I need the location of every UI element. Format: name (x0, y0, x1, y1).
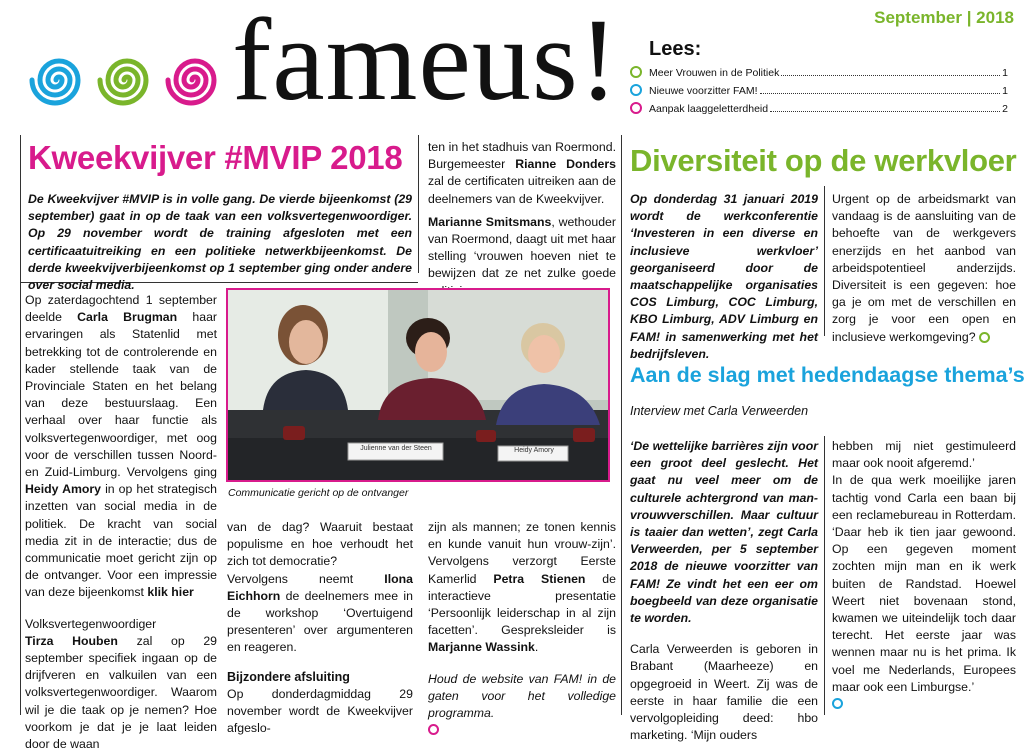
column-divider (20, 135, 21, 715)
article-intro: Op donderdag 31 januari 2019 wordt de werkconferentie ‘Investeren in een diverse en inclusieve werkvloer’ georganiseerd door de maatschappelijke organisaties COS Limburg, COC Limburg, KBO Limburg, ADV Limburg en FAM! in samenwerking met het bedrijfsleven. (630, 192, 818, 361)
column-divider (824, 436, 825, 715)
toc-item[interactable] (630, 64, 1008, 79)
article-column (428, 139, 617, 281)
person-name: Marianne Smitsmans (428, 214, 552, 229)
article-intro: ‘De wettelijke barrières zijn voor een groot deel geslecht. Het gaat nu veel meer om de culturele achtergrond van man-vrouwverschillen. Maar cultuur is taaier dan wetten’, zegt Carla Verweerden, per 5 september 2018 de nieuwe voorzitter van FAM! Ze vindt het een eer om boegbeeld van deze organisatie te worden. (630, 439, 818, 626)
body-text: zal op 29 september specifiek ingaan op de drijfveren en valkuilen van een volksvertegenwoordiger. Waarom wil je die taak op je nemen? Hoe voorkom je dat je je laat leiden door de waan (25, 633, 217, 752)
person-name: Petra Stienen (493, 571, 586, 586)
article-heading: Kweekvijver #MVIP 2018 (28, 139, 403, 176)
body-text: zal de certificaten uitreiken aan de deelnemers van de Kweekvijver. (428, 174, 616, 206)
body-text: hebben mij niet gestimuleerd maar ook nooit afgeremd.’ (832, 439, 1016, 471)
subheading: Bijzondere afsluiting (227, 669, 350, 684)
article-column (630, 438, 818, 743)
person-name: Ilona Eichhorn (227, 571, 413, 603)
person-name: Tirza Houben (25, 633, 118, 648)
nameplate-text: Julienne van der Steen (360, 445, 432, 452)
body-text: van de dag? Waaruit bestaat populisme en hoe verhoudt het zich tot democratie? (227, 520, 413, 569)
article-subtitle: Interview met Carla Verweerden (630, 404, 809, 418)
article-column (428, 519, 616, 721)
body-text: Carla Verweerden is geboren in Brabant (Maarheeze) en opgegroeid in Weert. Zij was de eerste in haar familie die een vervolgopleiding deed: hbo marketing. ‘Mijn ouders (630, 642, 818, 743)
body-text: ten in het stadhuis van Roermond. Burgemeester (428, 140, 616, 172)
body-text: Urgent op de arbeidsmarkt van vandaag is de aansluiting van de behoefte van de werkgevers enerzijds en het aanbod van arbeidspotentieel anderzijds. Diversiteit is een gegeven: hoe ga je om met de verschillen en zorg je voor een open en inclusieve werkomgeving? (832, 192, 1016, 344)
column-divider (418, 135, 419, 273)
blue-spiral-icon (832, 698, 843, 709)
nameplate-text: Heidy Amory (514, 447, 554, 454)
body-text: . (534, 640, 539, 655)
article-column (832, 191, 1016, 346)
article-column (227, 519, 413, 736)
magenta-spiral-icon (168, 61, 214, 103)
toc-item[interactable] (630, 100, 1008, 115)
toc-title: Meer Vrouwen in de Politiek (649, 67, 780, 79)
blue-spiral-icon (630, 84, 642, 96)
subheading: Volksvertegenwoordiger (25, 616, 157, 631)
green-spiral-icon (100, 61, 146, 103)
body-text: Op zaterdagochtend 1 september deelde (25, 293, 217, 325)
masthead-title: fameus! (232, 0, 620, 125)
masthead-logo-spirals (20, 44, 226, 116)
klik-hier-link[interactable]: klik hier (147, 585, 194, 600)
article-column (832, 438, 1016, 713)
magenta-spiral-icon (428, 724, 439, 735)
toc-heading: Lees: (649, 38, 702, 60)
body-text: de deelnemers mee in de workshop ‘Overtuigend presenteren’ over argumenteren en reageren. (227, 588, 413, 655)
person-name: Heidy Amory (25, 482, 102, 497)
article-heading: Aan de slag met hedendaagse thema’s (630, 363, 1025, 387)
toc-item[interactable] (630, 82, 1008, 97)
photo-caption: Communicatie gericht op de ontvanger (228, 487, 409, 499)
body-text: Op donderdagmiddag 29 november wordt de Kweekvijver afgeslo- (227, 686, 413, 736)
issue-date: September | 2018 (874, 8, 1014, 27)
person-name: Rianne Donders (515, 157, 617, 172)
article-photo (226, 288, 610, 482)
website-note: Houd de website van FAM! in de gaten voor het volledige programma. (428, 671, 616, 721)
body-text: zijn als mannen; ze tonen kennis en kunde vanuit hun vrouw-zijn’. Vervolgens verzorgt Eerste Kamerlid (428, 520, 616, 586)
article-intro: De Kweekvijver #MVIP is in volle gang. De vierde bijeenkomst (29 september) gaat in op de taak van een volksvertegenwoordiger. Op 29 november wordt de training afgesloten met een certificaatuitreiking en een politieke netwerkbijeenkomst. De derde kweekvijverbijeenkomst op 1 september ging onder andere over social media. (28, 192, 412, 293)
toc-title: Aanpak laaggeletterdheid (649, 103, 769, 115)
magenta-spiral-icon (630, 102, 642, 114)
column-divider (621, 135, 622, 715)
article-heading: Diversiteit op de werkvloer (630, 143, 1017, 178)
body-text: , wethouder van Roermond, daagt uit met haar stelling ‘vrouwen hoeven niet te bewijzen dat ze net zulke goede (428, 214, 616, 281)
toc-title: Nieuwe voorzitter FAM! (649, 85, 758, 97)
table-of-contents (630, 64, 1008, 115)
body-text: In de qua werk moeilijke jaren tachtig vond Carla een baan bij een reclamebureau in Rotterdam. ‘Daar heb ik tien jaar gewoond. Op een gegeven moment zochten mijn man en ik werk buiten de Randstad. Hoewel Weert niet bovenaan stond, kwamen we uiteindelijk toch daar terecht. Het eerste jaar was wennen maar nu is het prima. Ik voel me Nederlands, Europees maar ook een Limburgse.’ (832, 473, 1016, 694)
body-text: Vervolgens neemt (227, 571, 385, 586)
green-spiral-icon (630, 66, 642, 78)
person-name: Marjanne Wassink (428, 640, 535, 655)
body-text: de interactieve presentatie ‘Persoonlijk leiderschap in al zijn facetten’. Gespreksleider is (428, 571, 616, 638)
toc-page: 1 (1002, 85, 1008, 97)
green-spiral-icon (979, 332, 990, 343)
article-column (25, 292, 218, 752)
body-text: in op het strategisch inzetten van social media in de politiek. De kracht van social media zit in de interactie; dus de communicatie moet gericht zijn op de ontvanger. Voor een impressie van deze bijeenkomst (25, 482, 217, 600)
toc-page: 1 (1002, 67, 1008, 79)
body-text: haar ervaringen als Statenlid met betrekking tot de controlerende en kader stellende taak van de Provinciale Staten en het belang van deze bestuurslaag. Een verhaal over haar functie als volksvertegenwoordiger, met oog voor de verschillen tussen Noord- en Zuid-Limburg. Vervolgens ging (25, 310, 218, 480)
column-divider (824, 186, 825, 336)
toc-page: 2 (1002, 103, 1008, 115)
blue-spiral-icon (32, 61, 78, 103)
person-name: Carla Brugman (77, 310, 178, 325)
